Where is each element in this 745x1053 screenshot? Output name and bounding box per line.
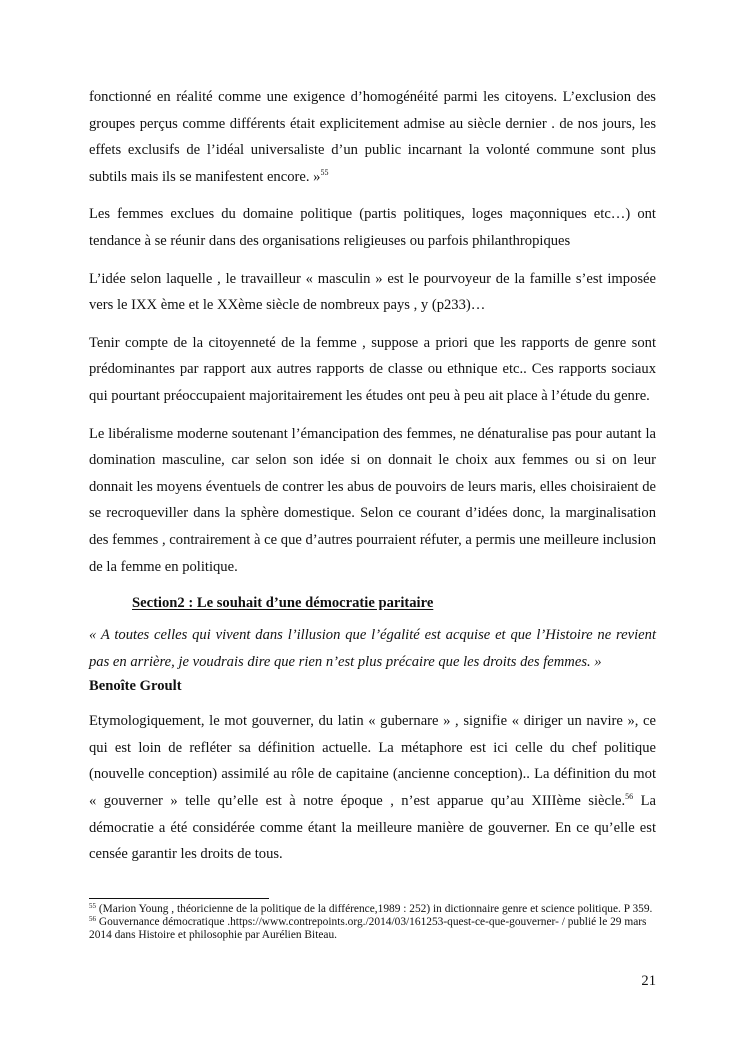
paragraph-text: Etymologiquement, le mot gouverner, du latin « gubernare » , signifie « diriger un navire », ce qui est loin de refléter sa définition actuelle. La métaphore est ici celle du chef politique (nouvelle conception) assimilé au rôle de capitaine (ancienne conception).. La définition du mot « gouverner » telle qu’elle est à notre époque , n’est apparue qu’au XIIIème siècle. <box>89 713 656 810</box>
page-number: 21 <box>641 973 656 989</box>
footnotes <box>89 903 656 942</box>
footnote-ref-56: 56 <box>625 792 634 802</box>
footnote-text: Gouvernance démocratique .https://www.contrepoints.org./2014/03/161253-quest-ce-que-gouverner- / publié le 29 mars 2014 dans Histoire et philosophie par Aurélien Biteau. <box>89 916 647 941</box>
paragraph: Les femmes exclues du domaine politique (partis politiques, loges maçonniques etc…) ont tendance à se réunir dans des organisations religieuses ou parfois philanthropiques <box>89 206 656 249</box>
paragraph-text: fonctionné en réalité comme une exigence d’homogénéité parmi les citoyens. L’exclusion des groupes perçus comme différents était explicitement admise au siècle dernier . de nos jours, les effets exclusifs de l’idéal universaliste d’un public incarnant la volonté commune sont plus subtils mais ils se manifestent encore. » <box>89 89 656 185</box>
footnote-56 <box>89 916 656 942</box>
footnote-text: (Marion Young , théoricienne de la politique de la différence,1989 : 252) in dictionnaire genre et science politique. P 359. <box>96 903 653 915</box>
footnote-ref-55: 55 <box>320 167 329 177</box>
document-body <box>89 84 656 879</box>
quote-author: Benoîte Groult <box>89 678 182 695</box>
paragraph: Tenir compte de la citoyenneté de la femme , suppose a priori que les rapports de genre sont prédominantes par rapport aux autres rapports de classe ou ethnique etc.. Ces rapports sociaux qui pourtant préoccupaient majoritairement les études ont peu à peu ait place à l’étude du genre. <box>89 334 656 404</box>
epigraph-quote: « A toutes celles qui vivent dans l’illusion que l’égalité est acquise et que l’Histoire ne revient pas en arrière, je voudrais dire que rien n’est plus précaire que les droits des femmes. » <box>89 627 656 670</box>
paragraph: L’idée selon laquelle , le travailleur « masculin » est le pourvoyeur de la famille s’est imposée vers le IXX ème et le XXème siècle de nombreux pays , y (p233)… <box>89 270 656 314</box>
footnote-number: 56 <box>89 915 96 923</box>
footnote-number: 55 <box>89 902 96 910</box>
paragraph-text: La démocratie a été considérée comme étant la meilleure manière de gouverner. En ce qu’elle est censée garantir les droits de tous. <box>89 793 656 863</box>
section-title: Section2 : Le souhait d’une démocratie paritaire <box>132 595 434 612</box>
footnote-55 <box>89 903 656 916</box>
paragraph <box>89 84 656 190</box>
paragraph: Le libéralisme moderne soutenant l’émancipation des femmes, ne dénaturalise pas pour autant la domination masculine, car selon son idée si on donnait le choix aux femmes ou si on leur donnait les moyens éventuels de contrer les abus de pouvoirs de leurs maris, elles choisiraient de se recroqueviller dans la sphère domestique. Selon ce courant d’idées donc, la marginalisation des femmes , contrairement à ce que d’autres pourraient réfuter, a permis une meilleure inclusion de la femme en politique. <box>89 425 656 575</box>
footnote-separator <box>89 898 269 899</box>
paragraph <box>89 708 656 868</box>
